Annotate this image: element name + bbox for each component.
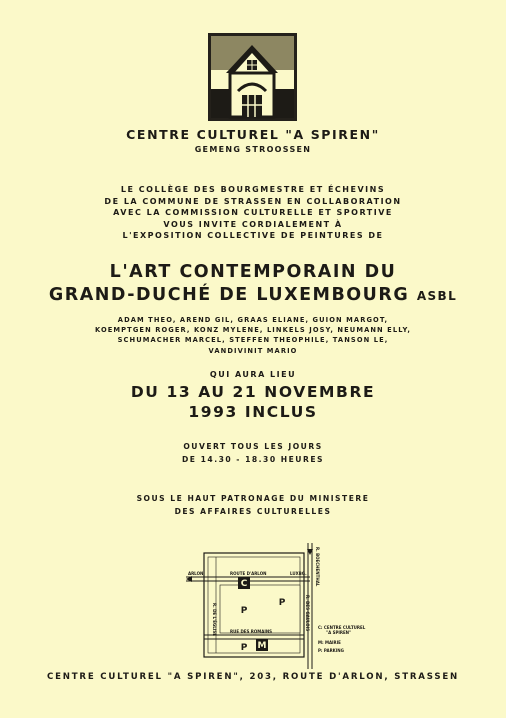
map-label-rue-eglise: R. DE L'ÉGLISE: [212, 603, 217, 636]
exhibition-title-suffix: ASBL: [416, 289, 458, 303]
intro-line: LE COLLÈGE DES BOURGMESTRE ET ÉCHEVINS: [120, 185, 386, 194]
parking-marker-label: P: [240, 606, 248, 616]
intro-line: VOUS INVITE CORDIALEMENT À: [163, 219, 343, 229]
map-label-arlon: ARLON: [188, 571, 204, 576]
opening-hours: [0, 441, 506, 466]
artists-line: KOEMPTGEN ROGER, KONZ MYLENE, LINKELS JOSY, NEUMANN ELLY,: [94, 326, 412, 335]
org-subtitle: GEMENG STROOSSEN: [194, 145, 312, 154]
artists-list: [0, 315, 506, 356]
patronage-line: SOUS LE HAUT PATRONAGE DU MINISTERE: [136, 494, 370, 503]
intro-line: AVEC LA COMMISSION CULTURELLE ET SPORTIVE: [113, 208, 393, 217]
mairie-marker-label: M: [257, 641, 267, 651]
parking-marker-label: P: [240, 643, 248, 653]
map-label-boechenthal: R. BOECHENTHAL: [315, 547, 320, 587]
intro-line: L'EXPOSITION COLLECTIVE DE PEINTURES DE: [122, 231, 384, 240]
centre-marker-label: C: [240, 579, 248, 589]
hours-line: DE 14.30 - 18.30 HEURES: [182, 454, 324, 464]
exhibition-title-main: GRAND-DUCHÉ DE LUXEMBOURG: [48, 285, 410, 305]
intro-line: DE LA COMMUNE DE STRASSEN EN COLLABORATION: [104, 196, 402, 206]
map-label-luxbg: LUXBG.: [290, 571, 307, 576]
building-logo-icon: [208, 33, 297, 121]
exhibition-title-line2: [0, 285, 506, 305]
dates-line2: 1993 INCLUS: [188, 403, 318, 421]
artists-line: ADAM THEO, AREND GIL, GRAAS ELIANE, GUION MARGOT,: [117, 316, 389, 324]
exhibition-title-line1: L'ART CONTEMPORAIN DU: [109, 262, 397, 282]
patronage-text: [0, 493, 506, 518]
dates-intro: QUI AURA LIEU: [209, 370, 297, 379]
map-label-rue-romains: RUE DES ROMAINS: [230, 629, 273, 634]
parking-marker-label: P: [278, 598, 286, 608]
intro-text: [0, 184, 506, 242]
map-legend-centre: C: CENTRE CULTUREL: [318, 625, 366, 630]
artists-line: VANDIVINIT MARIO: [208, 346, 298, 355]
map-label-rue-gaulois: R. DES GAULOIS: [305, 595, 310, 632]
map-label-route-arlon: ROUTE D'ARLON: [230, 571, 267, 576]
org-name: CENTRE CULTUREL "A SPIREN": [126, 127, 380, 142]
map-legend-mairie: M: MAIRIE: [318, 640, 341, 645]
artists-line: SCHUMACHER MARCEL, STEFFEN THEOPHILE, TANSON LE,: [117, 336, 389, 345]
dates-line1: DU 13 AU 21 NOVEMBRE: [130, 383, 376, 401]
footer-address: CENTRE CULTUREL "A SPIREN", 203, ROUTE D'ARLON, STRASSEN: [46, 672, 459, 682]
hours-line: OUVERT TOUS LES JOURS: [183, 442, 323, 451]
map-legend-centre-name: "A SPIREN": [326, 630, 352, 635]
map-legend-parking: P: PARKING: [318, 648, 344, 653]
location-map: [186, 543, 386, 669]
patronage-line: DES AFFAIRES CULTURELLES: [174, 506, 332, 516]
